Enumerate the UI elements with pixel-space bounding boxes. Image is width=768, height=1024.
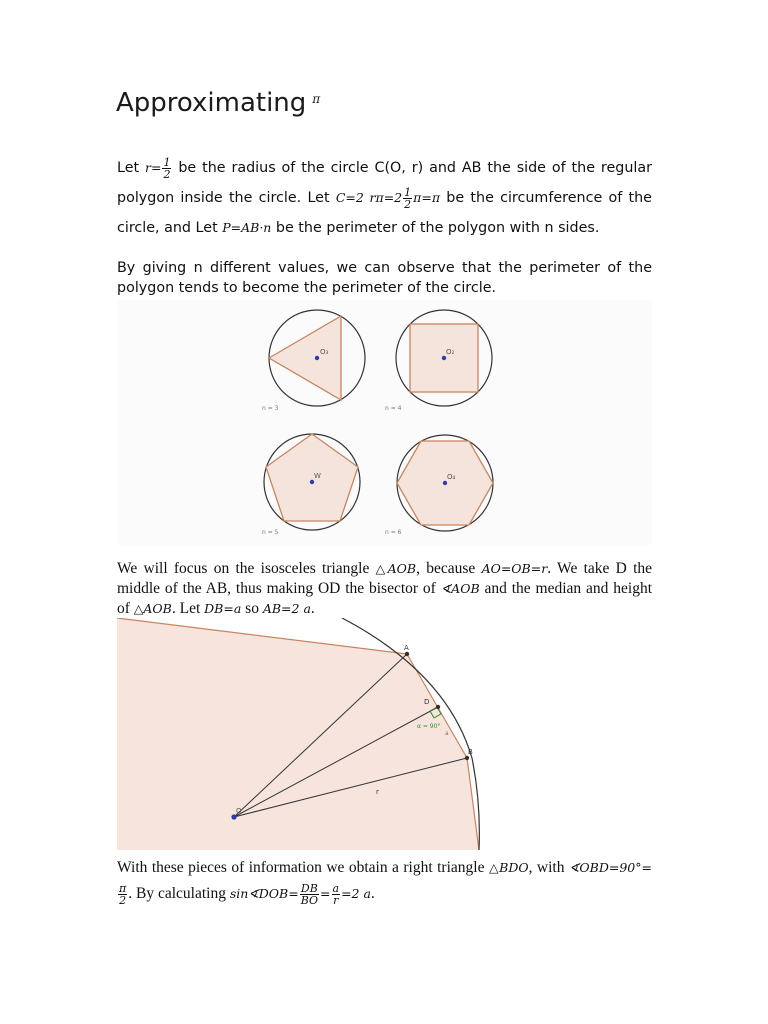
- caption: n = 4: [385, 405, 402, 412]
- center-label: O₂: [446, 348, 455, 356]
- math-c-tail: π=π: [413, 190, 441, 205]
- title-pi-symbol: π: [312, 92, 321, 106]
- text: . By calculating: [128, 885, 226, 902]
- point-b: [465, 756, 469, 760]
- text: be the perimeter of the polygon with n sides.: [275, 220, 600, 236]
- label-o: O: [236, 807, 242, 815]
- text: and the median and height of: [117, 580, 653, 617]
- text: Let: [117, 160, 140, 176]
- text: so: [245, 600, 259, 617]
- frac-num: π: [119, 881, 127, 895]
- fraction-db-bo: [300, 883, 319, 906]
- paragraph-observation: By giving n different values, we can observe that the perimeter of the polygon tends to become the perimeter of the circle.: [117, 260, 652, 296]
- center-point: [443, 481, 447, 485]
- paragraph-isosceles: [117, 559, 652, 619]
- frac-den: r: [333, 893, 339, 907]
- text: We will focus on the isosceles triangle: [117, 560, 370, 577]
- paragraph-intro: [117, 153, 652, 243]
- math-sin: sin∢DOB=: [229, 886, 299, 901]
- fraction-pi-over-2: [118, 883, 127, 906]
- math-angle-aob: ∢AOB: [440, 581, 480, 596]
- frac-num: DB: [300, 881, 318, 895]
- frac-den: 2: [404, 197, 412, 211]
- math-equals: =: [320, 886, 331, 901]
- text: . We take D the middle of the AB, thus making OD the bisector of: [117, 560, 653, 597]
- frac-num: 1: [163, 155, 171, 169]
- triangle-diagram: [117, 618, 652, 850]
- math-result: =2 a: [341, 886, 371, 901]
- center-label: O₃: [320, 348, 329, 356]
- caption: n = 3: [262, 405, 279, 412]
- caption: n = 6: [385, 529, 402, 536]
- center-point: [310, 480, 314, 484]
- frac-den: 2: [119, 893, 127, 907]
- text: be the radius of the circle C(O, r) and AB the side of the regular polygon inside the circle. Let: [117, 160, 652, 206]
- math-ab: AB=2 a: [262, 601, 311, 616]
- paragraph-right-triangle: [117, 855, 652, 907]
- label-b: B: [468, 748, 473, 756]
- text: With these pieces of information we obtain a right triangle: [117, 859, 485, 876]
- frac-num: 1: [404, 185, 412, 199]
- angle-label: α = 90°: [417, 723, 441, 730]
- math-triangle-bdo: △BDO: [488, 860, 529, 875]
- text: , because: [416, 560, 476, 577]
- text: . Let: [171, 600, 201, 617]
- center-label: W: [314, 472, 321, 480]
- center-label: O₄: [447, 473, 456, 481]
- point-o: [231, 814, 236, 819]
- fraction-half-2: [403, 187, 412, 210]
- point-a: [405, 652, 409, 656]
- math-equality: AO=OB=r: [481, 561, 548, 576]
- math-r: r=: [145, 160, 162, 175]
- figure-background: [117, 300, 652, 545]
- math-db: DB=a: [204, 601, 242, 616]
- math-c: C=2 rπ=2: [335, 190, 403, 205]
- math-triangle-aob: △AOB: [375, 561, 417, 576]
- frac-den: 2: [163, 167, 171, 181]
- text: .: [310, 600, 315, 617]
- polygons-figure: [117, 300, 652, 545]
- text: .: [370, 885, 375, 902]
- label-d: D: [424, 698, 430, 706]
- fraction-a-r: [332, 883, 341, 906]
- label-a: A: [404, 644, 409, 652]
- text: , with: [528, 859, 565, 876]
- label-a-small: a: [445, 730, 449, 737]
- frac-num: a: [332, 881, 340, 895]
- title-text: Approximating: [116, 88, 307, 118]
- caption: n = 5: [262, 529, 279, 536]
- math-triangle-aob-2: △AOB: [133, 601, 172, 616]
- center-point: [315, 356, 319, 360]
- math-p: P=AB·n: [222, 220, 272, 235]
- point-d: [436, 705, 440, 709]
- text: be the circumference of the circle, and Let: [117, 190, 652, 236]
- fraction-half: [162, 157, 171, 180]
- math-angle-obd: ∢OBD=90°=: [568, 860, 652, 875]
- center-point: [442, 356, 446, 360]
- frac-den: BO: [300, 893, 319, 907]
- page-title: [116, 88, 320, 118]
- label-r: r: [376, 788, 379, 796]
